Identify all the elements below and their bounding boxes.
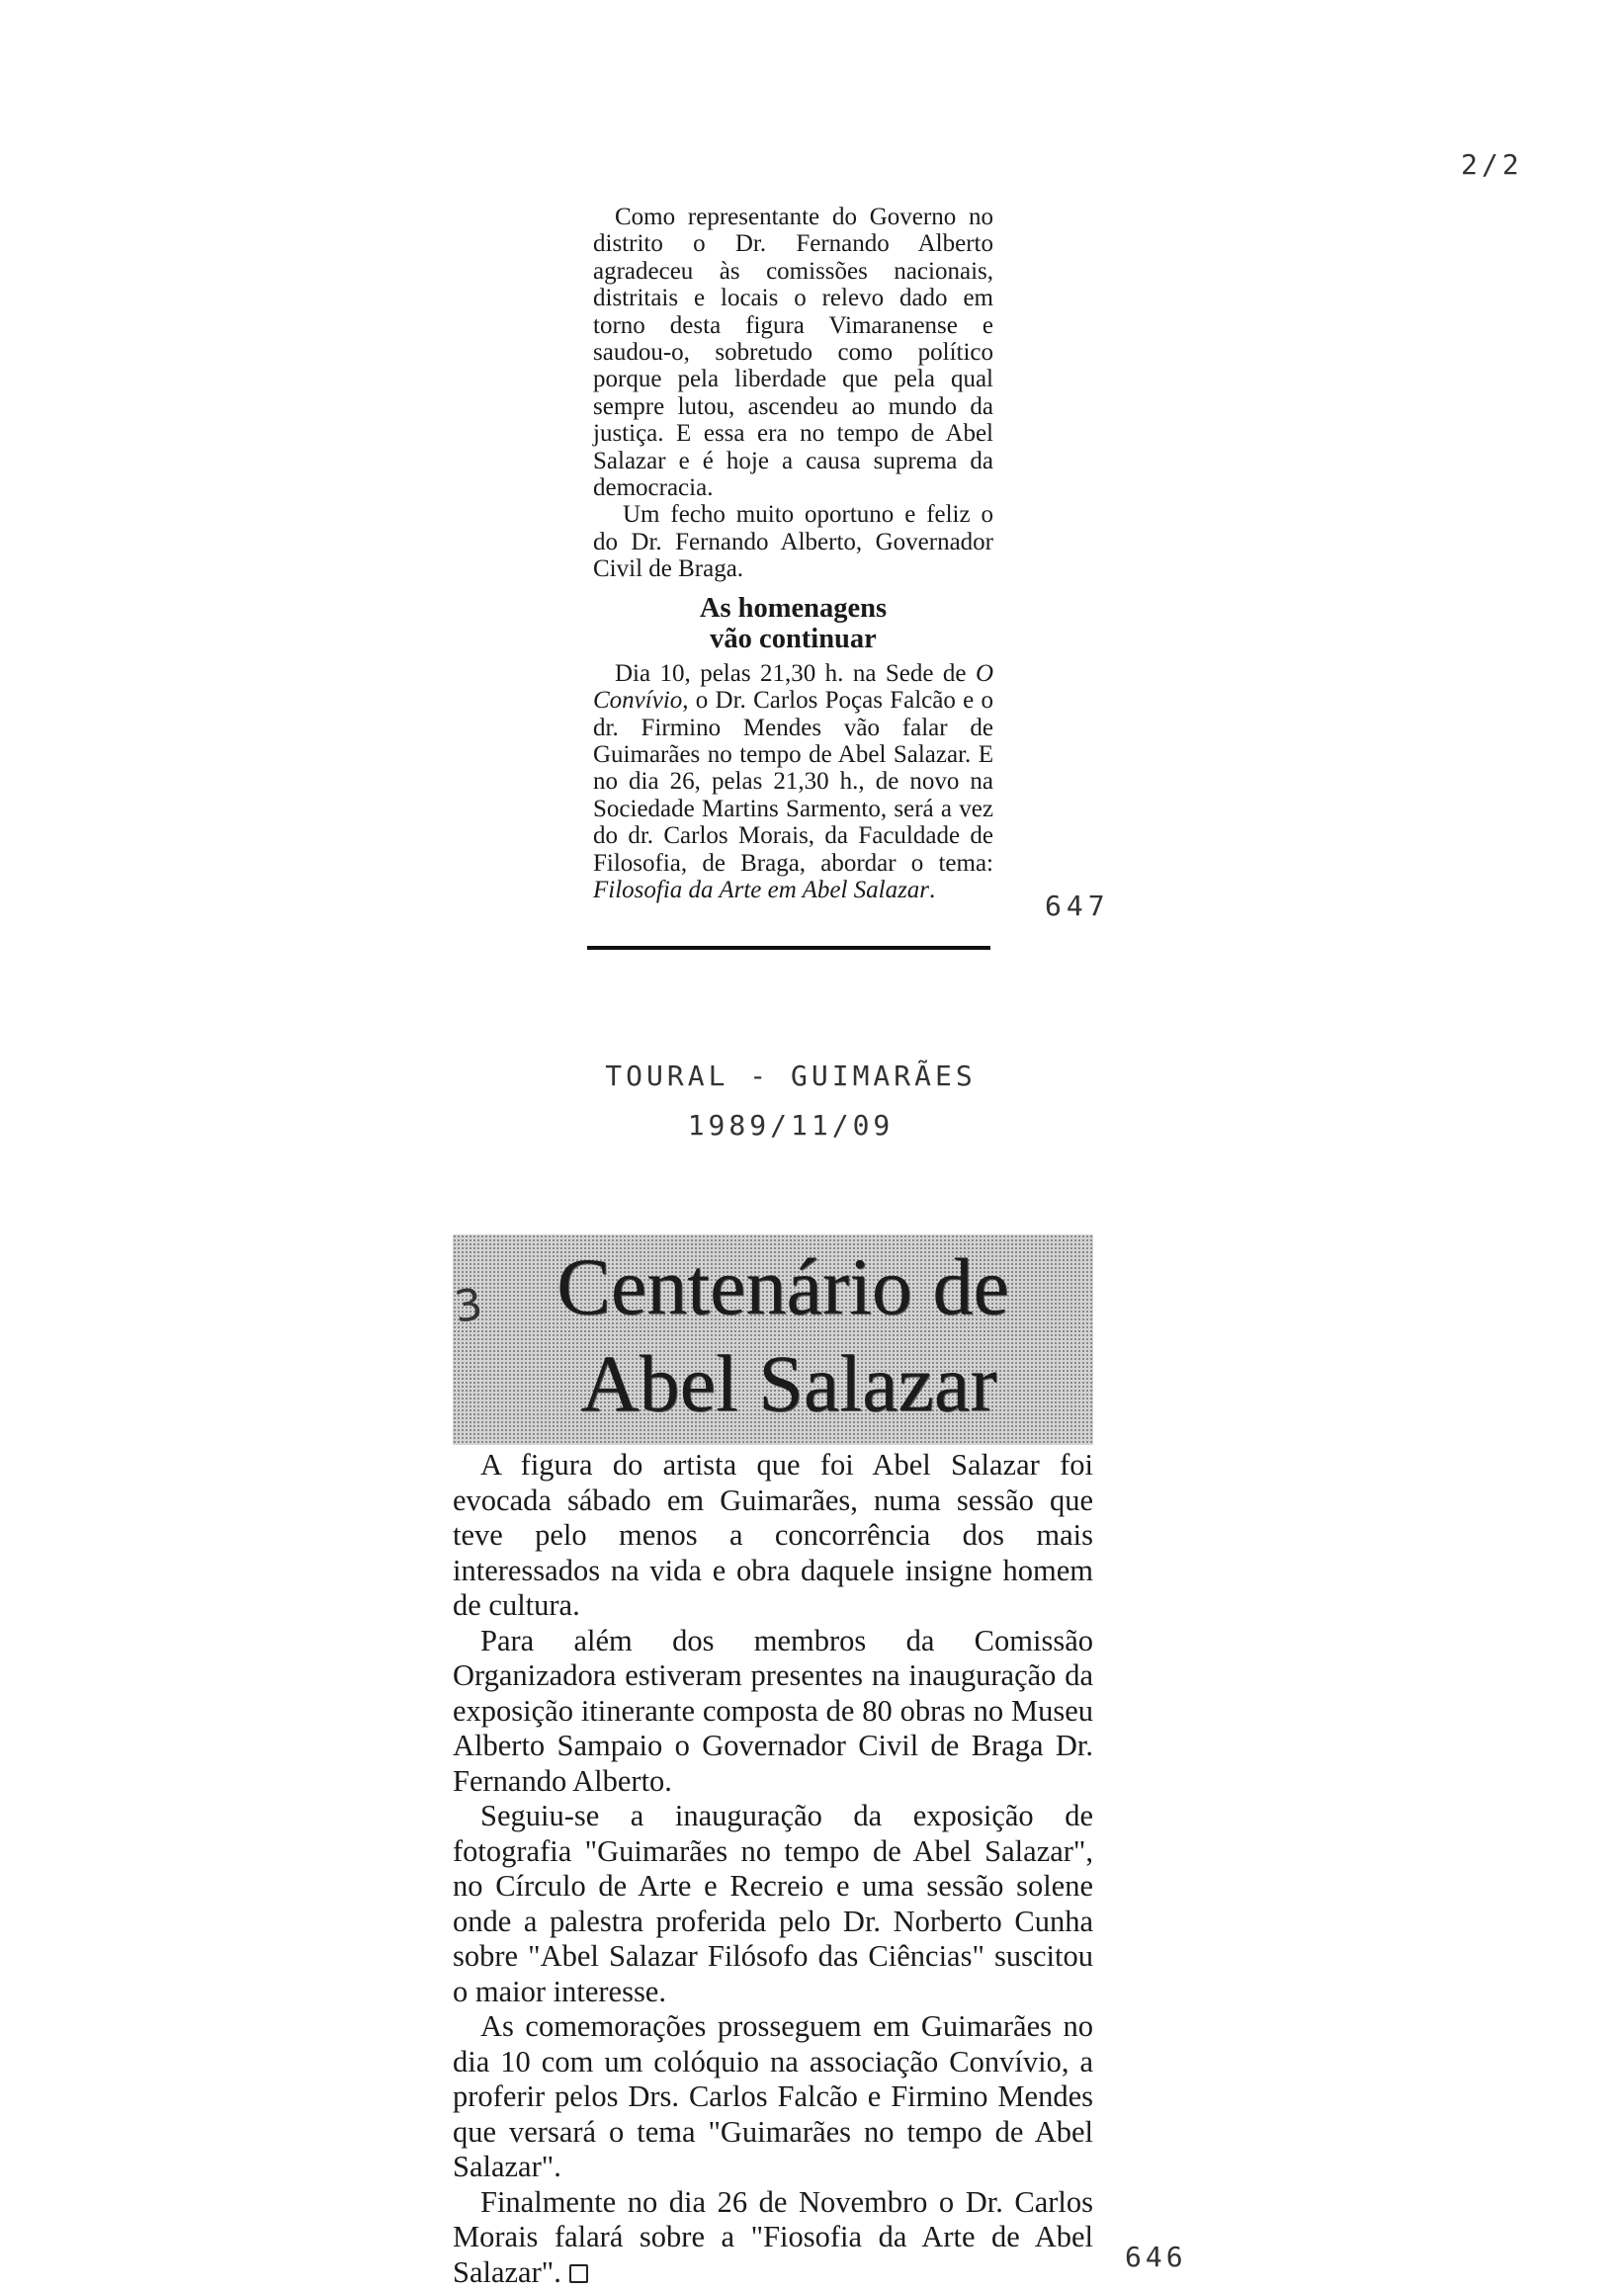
headline-line: Abel Salazar bbox=[469, 1339, 1109, 1428]
clipping-1-subheading bbox=[593, 593, 993, 654]
clipping-1-paragraph: Como representante do Governo no distrito o Dr. Fernando Alberto agradeceu às comissões nacionais, distritais e locais o relevo dado em torno desta figura Vimaranense e saudou-o, sobretudo como político porque pela liberdade que pela qual sempre lutou, ascendeu ao mundo da justiça. E essa era no tempo de Abel Salazar e é hoje a causa suprema da democracia. bbox=[593, 204, 993, 501]
headline-box bbox=[453, 1234, 1093, 1445]
end-mark-icon bbox=[569, 2264, 588, 2283]
clipping-1-paragraph bbox=[593, 660, 993, 904]
text-run: Dia 10, pelas 21,30 h. na Sede de bbox=[615, 660, 967, 687]
handwritten-mark: 3 bbox=[452, 1279, 486, 1332]
clipping-1-bottom-rule bbox=[587, 946, 990, 950]
publication-date: 1989/11/09 bbox=[554, 1101, 1028, 1150]
subheading-line: vão continuar bbox=[593, 624, 993, 654]
publication-label: TOURAL - GUIMARÃES bbox=[554, 1052, 1028, 1101]
clipping-2-body bbox=[453, 1448, 1093, 2290]
subheading-line: As homenagens bbox=[593, 593, 993, 624]
clipping-1 bbox=[593, 204, 993, 903]
text-run: . bbox=[929, 877, 935, 903]
talk-title: Filosofia da Arte em Abel Salazar bbox=[593, 877, 929, 903]
clipping-1-paragraph: Um fecho muito oportuno e feliz o do Dr. Fernando Alberto, Governador Civil de Braga. bbox=[593, 501, 993, 582]
article-paragraph: As comemorações prosseguem em Guimarães no dia 10 com um colóquio na associação Convívio, a proferir pelos Drs. Carlos Falcão e Firmino Mendes que versará o tema "Guimarães no tempo de Abel Salazar". bbox=[453, 2009, 1093, 2185]
headline-line: Centenário de bbox=[463, 1242, 1103, 1331]
archive-number: 646 bbox=[1125, 2241, 1187, 2273]
article-paragraph: A figura do artista que foi Abel Salazar foi evocada sábado em Guimarães, numa sessão que teve pelo menos a concorrência dos mais interessados na vida e obra daquele insigne homem de cultura. bbox=[453, 1448, 1093, 1624]
source-stamp bbox=[554, 1052, 1028, 1150]
page-counter: 2/2 bbox=[1461, 148, 1523, 181]
archive-number: 647 bbox=[1045, 890, 1110, 922]
text-run: , o Dr. Carlos Poças Falcão e o dr. Firmino Mendes vão falar de Guimarães no tempo de Abel Salazar. E no dia 26, pelas 21,30 h., de novo na Sociedade Martins Sarmento, será a vez do dr. Carlos Morais, da Faculdade de Filosofia, de Braga, abordar o tema: bbox=[593, 687, 993, 876]
text-run: Finalmente no dia 26 de Novembro o Dr. Carlos Morais falará sobre a "Fiosofia da Arte de Abel Salazar". bbox=[453, 2185, 1093, 2289]
article-paragraph: Seguiu-se a inauguração da exposição de fotografia "Guimarães no tempo de Abel Salazar", no Círculo de Arte e Recreio e uma sessão solene onde a palestra proferida pelo Dr. Norberto Cunha sobre "Abel Salazar Filósofo das Ciências" suscitou o maior interesse. bbox=[453, 1799, 1093, 2009]
publication-name: O Convívio bbox=[593, 660, 993, 714]
article-paragraph: Para além dos membros da Comissão Organizadora estiveram presentes na inauguração da exposição itinerante composta de 80 obras no Museu Alberto Sampaio o Governador Civil de Braga Dr. Fernando Alberto. bbox=[453, 1624, 1093, 1800]
article-paragraph bbox=[453, 2185, 1093, 2290]
